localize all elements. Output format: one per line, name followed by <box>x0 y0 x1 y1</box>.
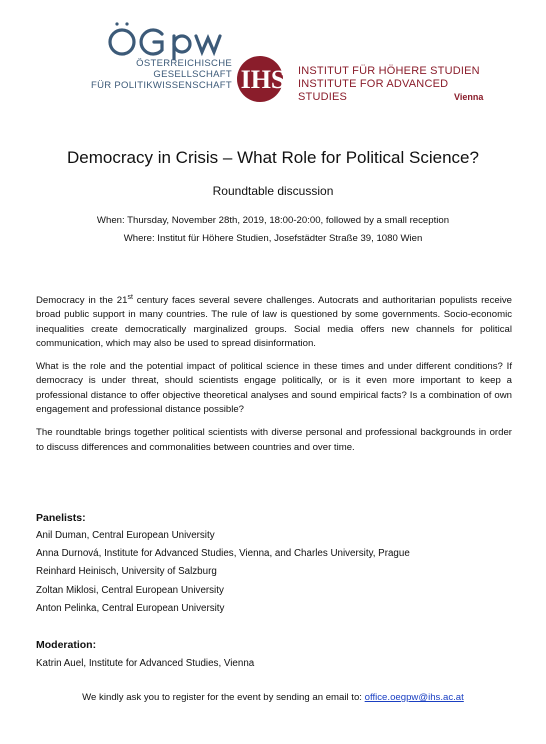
panelist-item: Zoltan Miklosi, Central European University <box>36 584 224 596</box>
panelists-list <box>36 527 410 618</box>
moderation-list <box>36 655 254 673</box>
description-paragraph-3: The roundtable brings together political scientists with diverse personal and professional backgrounds in order to discuss differences and commonalities between countries and over time. <box>36 427 512 453</box>
event-when: When: Thursday, November 28th, 2019, 18:00-20:00, followed by a small reception <box>96 215 450 226</box>
svg-text:IHS: IHS <box>240 65 286 94</box>
moderation-heading: Moderation: <box>36 639 97 651</box>
description-paragraph-1: Democracy in the 21st century faces several severe challenges. Autocrats and authoritarian populists receive broad public support in many countries. The rule of law is questioned by some governments. Socio-economic inequalities create democratically marginalized groups. Social media offers new channels for political communication, which may also be used to spread disinformation. <box>36 293 513 349</box>
panelist-item: Anton Pelinka, Central European University <box>36 602 225 614</box>
event-title: Democracy in Crisis – What Role for Political Science? <box>67 148 479 167</box>
ihs-logo-city: Vienna <box>454 92 484 102</box>
event-description <box>36 294 512 464</box>
ihs-logo <box>236 55 496 105</box>
ihs-logo-text: INSTITUT FÜR HÖHERE STUDIEN INSTITUTE FOR ADVANCED STUDIES <box>298 65 480 103</box>
description-paragraph-2: What is the role and the potential impact of political science in these times and under different conditions? If democracy is under threat, should scientists engage politically, or is it even more important to keep a professional distance to offer objective theoretical analyses and sound empirical facts? Is a combination of own engagement and professional distance possible? <box>36 361 512 416</box>
event-where: Where: Institut für Höhere Studien, Josefstädter Straße 39, 1080 Wien <box>123 233 423 244</box>
ihs-logo-mark <box>236 55 294 103</box>
event-subtitle: Roundtable discussion <box>212 184 334 198</box>
panelists-heading: Panelists: <box>36 512 86 524</box>
registration-email-link[interactable]: office.oegpw@ihs.ac.at <box>364 692 464 703</box>
oegpw-logo-text: ÖSTERREICHISCHE GESELLSCHAFT FÜR POLITIKWISSENSCHAFT <box>91 58 232 91</box>
panelist-item: Anna Durnová, Institute for Advanced Studies, Vienna, and Charles University, Prague <box>36 548 410 560</box>
oegpw-logo-mark <box>102 18 232 60</box>
moderator-item: Katrin Auel, Institute for Advanced Studies, Vienna <box>36 658 255 669</box>
panelist-item: Anil Duman, Central European University <box>36 530 215 541</box>
panelist-item: Reinhard Heinisch, University of Salzburg <box>36 566 217 578</box>
oegpw-logo <box>62 18 232 91</box>
registration-note: We kindly ask you to register for the event by sending an email to: office.oegpw@ihs.ac.at <box>82 692 464 703</box>
